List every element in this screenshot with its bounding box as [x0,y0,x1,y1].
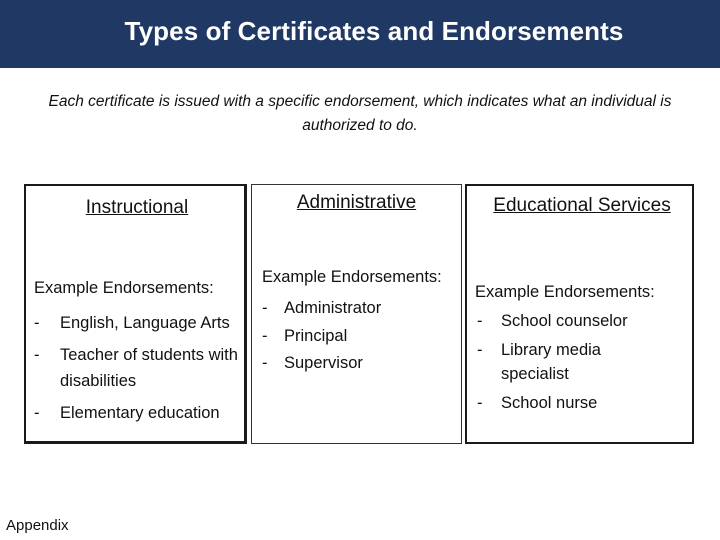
dash-bullet: - [262,326,268,345]
administrative-endorsement-list [262,295,457,378]
endorsement-text: Library media specialist [501,341,601,383]
educational-services-endorsement-list [477,309,692,420]
administrative-title: Administrative [296,192,417,213]
list-item [34,342,244,394]
list-item [477,309,692,333]
instructional-example-label: Example Endorsements: [34,279,214,297]
list-item [477,338,692,386]
instructional-title: Instructional [85,197,189,218]
endorsement-text: Administrator [284,299,382,317]
list-item [477,391,692,415]
dash-bullet: - [262,354,268,372]
list-item [34,400,244,426]
list-item [34,310,244,336]
administrative-example-label: Example Endorsements: [262,268,442,286]
endorsement-text: School counselor [501,312,628,330]
dash-bullet: - [477,394,483,412]
dash-bullet: - [477,312,483,330]
dash-bullet: - [34,404,40,422]
dash-bullet: - [477,341,483,359]
endorsement-text: English, Language Arts [60,314,230,332]
intro-text: Each certificate is issued with a specific endorsement, which indicates what an individual is authorized to do. [48,93,672,134]
endorsement-text: Teacher of students with disabilities [60,346,238,390]
educational-services-box [465,184,694,444]
instructional-box [24,184,247,444]
list-item [262,323,457,351]
endorsement-text: School nurse [501,394,598,412]
endorsement-text: Elementary education [60,404,220,422]
instructional-endorsement-list [34,310,244,432]
dash-bullet: - [34,346,40,364]
endorsement-text: Principal [284,326,348,345]
list-item [262,295,457,323]
educational-services-example-label: Example Endorsements: [475,283,655,301]
appendix-label: Appendix [6,517,69,534]
administrative-box [251,184,462,444]
page-title: Types of Certificates and Endorsements [124,16,624,46]
endorsement-text: Supervisor [284,354,363,372]
list-item [262,350,457,378]
dash-bullet: - [34,314,40,332]
dash-bullet: - [262,299,268,317]
educational-services-title: Educational Services [493,195,671,216]
